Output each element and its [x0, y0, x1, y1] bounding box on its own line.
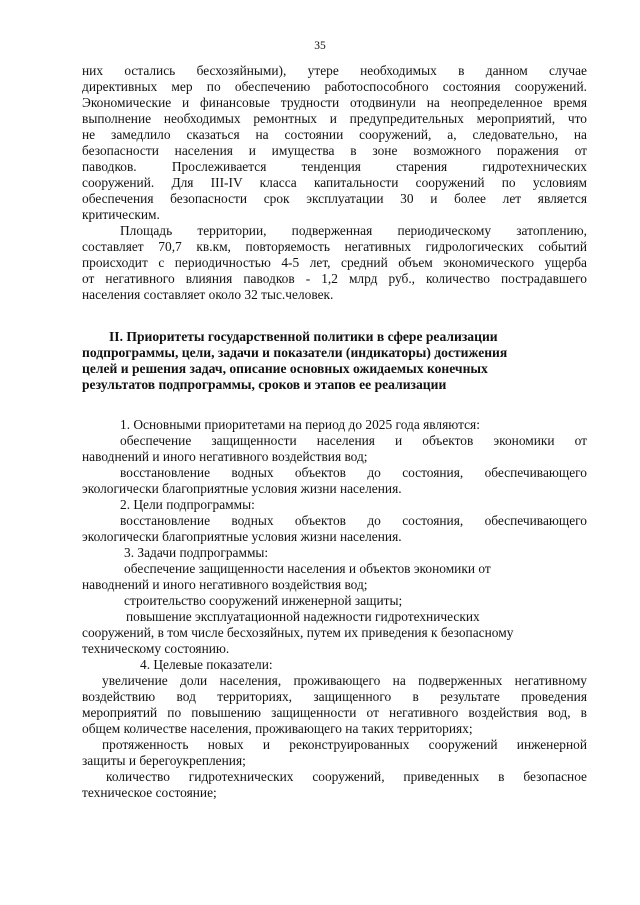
list-heading: 4. Целевые показатели: [140, 657, 273, 672]
text-line: количество гидротехнических сооружений, приведенных в безопасное [106, 769, 587, 784]
text-line: них остались бесхозяйными), утере необходимых в данном случае [82, 63, 587, 78]
text-line: не замедлило сказаться на состоянии сооружений, а, следовательно, на [82, 127, 587, 142]
heading-line: целей и решения задач, описание основных ожидаемых конечных [82, 361, 488, 376]
text-line: строительство сооружений инженерной защиты; [124, 593, 403, 608]
text-line: наводнений и иного негативного воздействия вод; [82, 577, 368, 592]
text-line: восстановление водных объектов до состояния, обеспечивающего [120, 465, 587, 480]
text-line: обеспечения безопасности срок эксплуатации 30 и более лет является [82, 191, 587, 206]
page-number: 35 [314, 40, 326, 52]
text-line: критическим. [82, 207, 160, 222]
text-line: Площадь территории, подверженная периодическому затоплению, [120, 223, 587, 238]
text-line: директивных мер по обеспечению работоспособного состояния сооружений. [82, 79, 587, 94]
text-line: составляет 70,7 кв.км, повторяемость негативных гидрологических событий [82, 239, 587, 254]
text-line: восстановление водных объектов до состояния, обеспечивающего [120, 513, 587, 528]
text-line: увеличение доли населения, проживающего на подверженных негативному [102, 673, 587, 688]
text-line: населения составляет около 32 тыс.человек. [82, 287, 334, 302]
text-line: техническое состояние; [82, 785, 217, 800]
text-line: паводков. Прослеживается тенденция старения гидротехнических [82, 159, 587, 174]
text-line: воздействию вод территориях, защищенного в результате проведения [82, 689, 587, 704]
text-line: повышение эксплуатационной надежности гидротехнических [126, 609, 480, 624]
heading-line: результатов подпрограммы, сроков и этапов ее реализации [82, 377, 447, 392]
text-line: мероприятий по повышению защищенности от негативного воздействия вод, в [82, 705, 587, 720]
priorities-section [82, 417, 587, 801]
text-line: наводнений и иного негативного воздействия вод; [82, 449, 368, 464]
text-line: общем количестве населения, проживающего на таких территориях; [82, 721, 473, 736]
text-line: обеспечение защищенности населения и объектов экономики от [124, 561, 491, 576]
text-line: безопасности населения и имущества в зоне возможного поражения от [82, 143, 587, 158]
heading-line: II. Приоритеты государственной политики в сфере реализации [109, 329, 498, 344]
text-line: сооружений. Для III-IV класса капитальности сооружений по условиям [82, 175, 587, 190]
text-line: протяженность новых и реконструированных сооружений инженерной [102, 737, 587, 752]
text-line: защиты и берегоукрепления; [82, 753, 246, 768]
heading-line: подпрограммы, цели, задачи и показатели (индикаторы) достижения [82, 345, 508, 360]
paragraph-flood-area [82, 223, 587, 303]
text-line: от негативного влияния паводков - 1,2 млрд руб., количество пострадавшего [82, 271, 587, 286]
text-line: выполнение необходимых ремонтных и предупредительных мероприятий, что [82, 111, 587, 126]
paragraph-aging-structures [82, 63, 587, 223]
text-line: обеспечение защищенности населения и объектов экономики от [120, 433, 587, 448]
text-line: экологически благоприятные условия жизни населения. [82, 529, 402, 544]
list-heading: 1. Основными приоритетами на период до 2025 года являются: [120, 417, 480, 432]
text-line: сооружений, в том числе бесхозяйных, путем их приведения к безопасному [82, 625, 514, 640]
text-line: экологически благоприятные условия жизни населения. [82, 481, 402, 496]
document-body [82, 63, 587, 801]
text-line: происходит с периодичностью 4-5 лет, средний объем экономического ущерба [82, 255, 587, 270]
list-heading: 3. Задачи подпрограммы: [124, 545, 269, 560]
list-heading: 2. Цели подпрограммы: [120, 497, 255, 512]
section-heading [82, 329, 587, 393]
text-line: техническому состоянию. [82, 641, 230, 656]
text-line: Экономические и финансовые трудности отодвинули на неопределенное время [82, 95, 587, 110]
